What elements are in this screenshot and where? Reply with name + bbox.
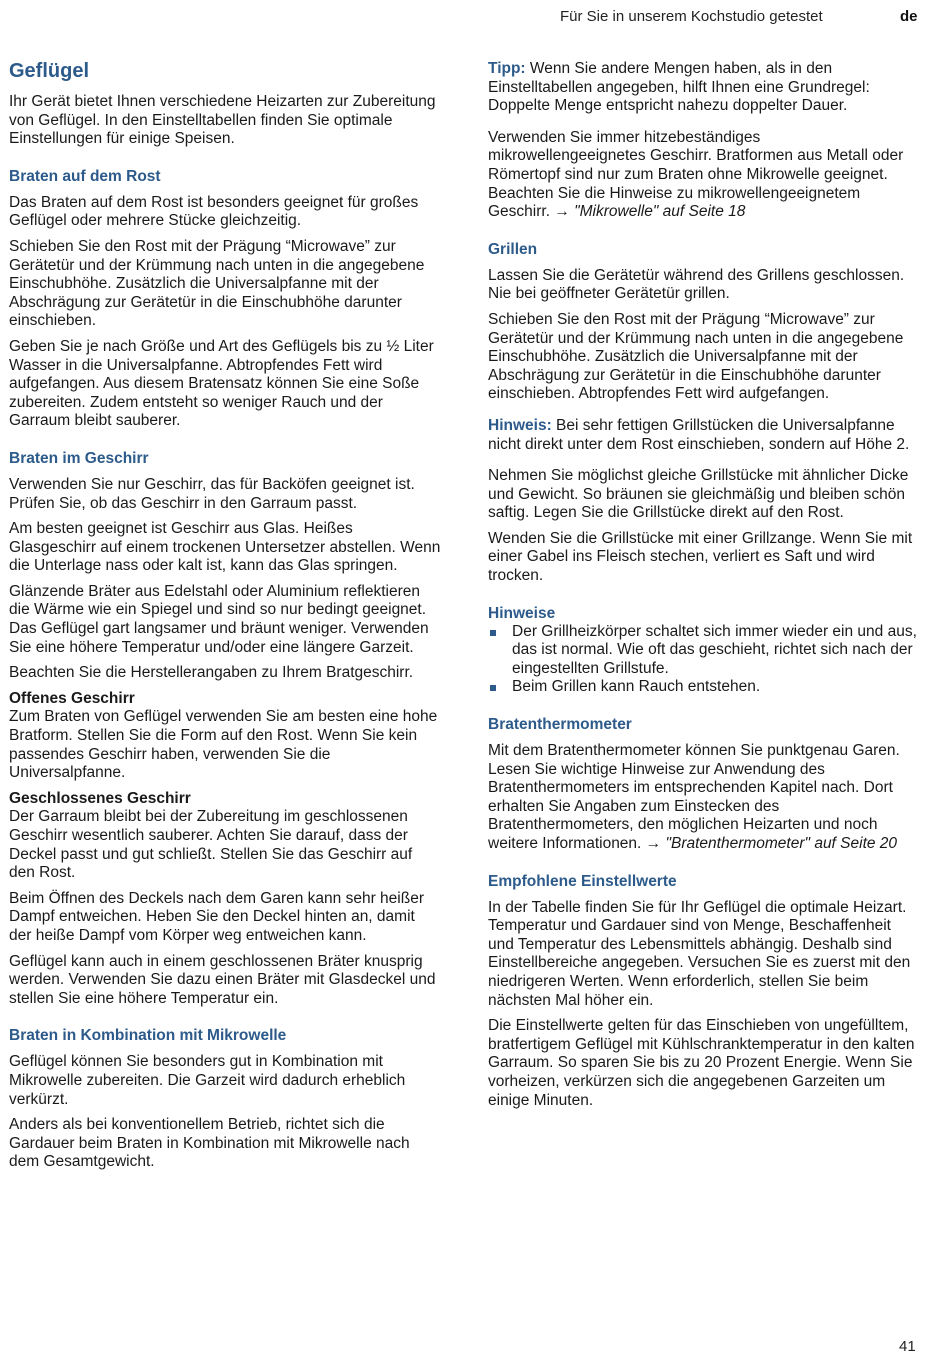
note-paragraph: [488, 417, 920, 454]
heading-braten-kombination-mikrowelle: Braten in Kombination mit Mikrowelle: [9, 1027, 287, 1045]
paragraph: Lassen Sie die Gerätetür während des Grillens geschlossen. Nie bei geöffneter Gerätetür grillen.: [488, 266, 905, 303]
paragraph: Geben Sie je nach Größe und Art des Geflügels bis zu ½ Liter Wasser in die Universalpfanne. Abtropfendes Fett wird aufgefangen. Aus diesem Bratensatz können Sie eine Soße zubereiten. Zudem entsteht so weniger Rauch und der Garraum bleibt sauberer.: [9, 337, 434, 430]
paragraph: Anders als bei konventionellem Betrieb, richtet sich die Gardauer beim Braten in Kombination mit Mikrowelle nach dem Gesamtgewicht.: [9, 1116, 410, 1171]
cross-reference-link[interactable]: "Mikrowelle" auf Seite 18: [569, 203, 746, 221]
note-label: Hinweis:: [488, 416, 552, 434]
paragraph: Zum Braten von Geflügel verwenden Sie am besten eine hohe Bratform. Stellen Sie die Form auf den Rost. Wenn Sie kein passendes Geschirr haben, verwenden Sie die Universalpfanne.: [9, 708, 438, 782]
paragraph: Beim Öffnen des Deckels nach dem Garen kann sehr heißer Dampf entweichen. Heben Sie den Deckel hinten an, damit der heiße Dampf vom Körper weg entweichen kann.: [9, 889, 424, 944]
arrow-right-icon: →: [645, 835, 662, 852]
intro-paragraph: Ihr Gerät bietet Ihnen verschiedene Heizarten zur Zubereitung von Geflügel. In den Einstelltabellen finden Sie optimale Einstellungen für einige Speisen.: [9, 93, 436, 148]
heading-hinweise: Hinweise: [488, 604, 556, 622]
cross-reference-link[interactable]: "Bratenthermometer" auf Seite 20: [661, 835, 898, 852]
paragraph: Am besten geeignet ist Geschirr aus Glas. Heißes Glasgeschirr auf einem trockenen Untersetzer abstellen. Wenn die Unterlage nass oder kalt ist, kann das Glas springen.: [9, 520, 441, 575]
arrow-right-icon: →: [554, 203, 570, 221]
paragraph-text: Mit dem Bratenthermometer können Sie punktgenau Garen. Lesen Sie wichtige Hinweise zur Anwendung des Bratenthermometers im entsprechenden Kapitel nach. Dort erhalten Sie Angaben zum Einstecken des Bratenthermometers, den möglichen Heizarten und noch weitere Informationen.: [488, 742, 900, 852]
list-item: [488, 623, 920, 679]
paragraph: Die Einstellwerte gelten für das Einschieben von ungefülltem, bratfertigem Geflügel mit Kühlschranktemperatur in den kalten Garraum. So sparen Sie bis zu 20 Prozent Energie. Wenn Sie vorheizen, verkürzen sich die angegebenen Garzeiten um einige Minuten.: [488, 1017, 915, 1109]
paragraph-text: Verwenden Sie immer hitzebeständiges mikrowellengeeignetes Geschirr. Bratformen aus Metall oder Römertopf sind nur zum Braten ohne Mikrowelle geeignet. Beachten Sie die Hinweise zu mikrowellengeeignetem Geschirr.: [488, 128, 904, 221]
hints-list: [488, 623, 920, 697]
paragraph: Schieben Sie den Rost mit der Prägung “Microwave” zur Gerätetür und der Krümmung nach unten in die angegebene Einschubhöhe. Zusätzlich die Universalpfanne mit der Abschrägung zur Gerätetür in die Einschubhöhe darunter einschieben. Abtropfendes Fett wird aufgefangen.: [488, 310, 904, 403]
bullet-square-icon: [490, 685, 496, 691]
list-item-text: Beim Grillen kann Rauch entstehen.: [512, 678, 761, 696]
tip-text: Wenn Sie andere Mengen haben, als in den Einstelltabellen angegeben, hilft Ihnen eine Grundregel: Doppelte Menge entspricht nahezu doppelter Dauer.: [488, 60, 870, 115]
paragraph: Verwenden Sie nur Geschirr, das für Backöfen geeignet ist. Prüfen Sie, ob das Geschirr in den Garraum passt.: [9, 475, 415, 512]
list-item: [488, 678, 920, 697]
paragraph: Schieben Sie den Rost mit der Prägung “Microwave” zur Gerätetür und der Krümmung nach unten in die angegebene Einschubhöhe. Zusätzlich die Universalpfanne mit der Abschrägung zur Gerätetür in die Einschubhöhe darunter einschieben.: [9, 237, 425, 330]
page-title: Geflügel: [9, 60, 90, 82]
paragraph: Beachten Sie die Herstellerangaben zu Ihrem Bratgeschirr.: [9, 664, 414, 682]
paragraph: [488, 129, 920, 222]
left-column: [9, 60, 441, 1179]
header-title: Für Sie in unserem Kochstudio getestet: [560, 8, 823, 25]
heading-braten-auf-dem-rost: Braten auf dem Rost: [9, 167, 161, 185]
heading-empfohlene-einstellwerte: Empfohlene Einstellwerte: [488, 872, 677, 890]
paragraph: Geflügel können Sie besonders gut in Kombination mit Mikrowelle zubereiten. Die Garzeit wird dadurch erheblich verkürzt.: [9, 1053, 406, 1108]
heading-braten-im-geschirr: Braten im Geschirr: [9, 449, 149, 467]
paragraph: Glänzende Bräter aus Edelstahl oder Aluminium reflektieren die Wärme wie ein Spiegel und sind so nur bedingt geeignet. Das Geflügel gart langsamer und bräunt weniger. Verwenden Sie eine höhere Temperatur und/oder eine längere Garzeit.: [9, 582, 429, 656]
list-item-text: Der Grillheizkörper schaltet sich immer wieder ein und aus, das ist normal. Wie oft das geschieht, richtet sich nach der eingestellten Grillstufe.: [512, 622, 917, 677]
page-number: 41: [899, 1338, 916, 1355]
bullet-square-icon: [490, 630, 496, 636]
tip-paragraph: [488, 60, 920, 116]
paragraph: Das Braten auf dem Rost ist besonders geeignet für großes Geflügel oder mehrere Stücke gleichzeitig.: [9, 193, 419, 230]
heading-bratenthermometer: Bratenthermometer: [488, 716, 632, 734]
paragraph: Geflügel kann auch in einem geschlossenen Bräter knusprig werden. Verwenden Sie dazu einen Bräter mit Glasdeckel und stellen Sie eine höhere Temperatur ein.: [9, 952, 436, 1007]
paragraph: In der Tabelle finden Sie für Ihr Geflügel die optimale Heizart. Temperatur und Gardauer sind von Menge, Beschaffenheit und Temperatur des Lebensmittels abhängig. Deshalb sind Einstellbereiche angegeben. Versuchen Sie es zuerst mit den niedrigeren Werten. Wenn erforderlich, stellen Sie beim nächsten Mal höher ein.: [488, 898, 911, 1009]
paragraph: [488, 742, 920, 854]
paragraph: Der Garraum bleibt bei der Zubereitung im geschlossenen Geschirr wesentlich sauberer. Achten Sie darauf, dass der Deckel passt und gut schließt. Stellen Sie das Geschirr auf den Rost.: [9, 808, 413, 882]
language-code: de: [900, 8, 918, 25]
subheading-offenes-geschirr: Offenes Geschirr: [9, 689, 135, 707]
subheading-geschlossenes-geschirr: Geschlossenes Geschirr: [9, 789, 191, 807]
heading-grillen: Grillen: [488, 240, 538, 258]
paragraph: Wenden Sie die Grillstücke mit einer Grillzange. Wenn Sie mit einer Gabel ins Fleisch stechen, verliert es Saft und wird trocken.: [488, 529, 913, 585]
right-column: [488, 60, 920, 1117]
note-text: Bei sehr fettigen Grillstücken die Universalpfanne nicht direkt unter dem Rost einschieben, sondern auf Höhe 2.: [488, 416, 910, 453]
paragraph: Nehmen Sie möglichst gleiche Grillstücke mit ähnlicher Dicke und Gewicht. So bräunen sie gleichmäßig und bleiben schön saftig. Legen Sie die Grillstücke direkt auf den Rost.: [488, 467, 909, 522]
tip-label: Tipp:: [488, 60, 526, 77]
